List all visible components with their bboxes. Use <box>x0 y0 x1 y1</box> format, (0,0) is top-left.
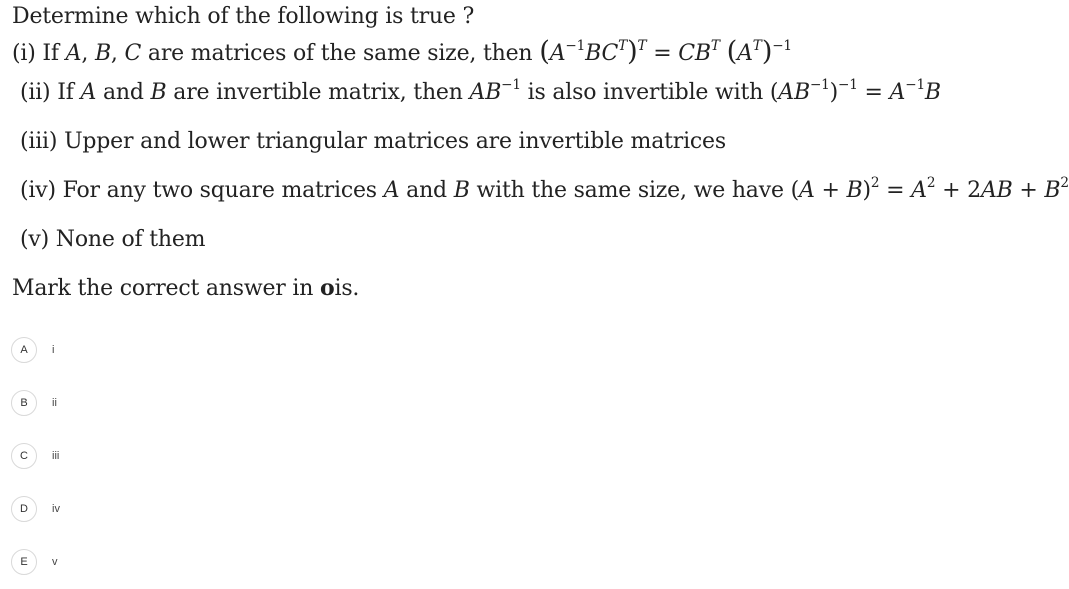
option-letter-badge[interactable]: D <box>11 496 37 522</box>
statement-label: (v) <box>20 227 49 252</box>
option-label[interactable]: ii <box>52 397 57 409</box>
statement-label: (iii) <box>20 129 58 154</box>
statement-v: (v) None of them <box>20 227 206 252</box>
option-letter-badge[interactable]: B <box>11 390 37 416</box>
option-label[interactable]: iv <box>52 503 60 515</box>
statement-iii: (iii) Upper and lower triangular matrices are invertible matrices <box>20 129 726 154</box>
option-a[interactable] <box>11 337 54 363</box>
statement-label: (i) <box>12 41 36 66</box>
option-label[interactable]: i <box>52 344 55 356</box>
statement-label: (iv) <box>20 178 56 203</box>
option-b[interactable] <box>11 390 57 416</box>
formula-iv: $(A + B)^2 = A^2 + 2AB + B^2$ <box>790 174 1069 203</box>
statement-label: (ii) <box>20 80 51 105</box>
option-letter-badge[interactable]: A <box>11 337 37 363</box>
answer-instruction: Mark the correct answer in ois. <box>12 275 360 301</box>
option-e[interactable] <box>11 549 58 575</box>
statement-i: (i) If A, B, C are matrices of the same size, then $(A^{-1}BC^T)^T = CB^T$ $(A^T)^{-1}$ <box>12 35 792 67</box>
question-intro: Determine which of the following is true ? <box>12 4 475 29</box>
option-label[interactable]: v <box>52 556 58 568</box>
option-letter-badge[interactable]: E <box>11 549 37 575</box>
statement-iv: (iv) For any two square matrices A and B with the same size, we have $(A + B)^2 = A^2 + 2AB + B^2$ <box>20 174 1069 203</box>
statement-ii: (ii) If A and B are invertible matrix, then $AB^{-1}$ is also invertible with $(AB^{-1})^{-1} = A^{-1}B$ <box>20 76 941 105</box>
formula-ii-b: $(AB^{-1})^{-1} = A^{-1}B$ <box>769 76 941 105</box>
option-label[interactable]: iii <box>52 450 60 462</box>
formula-ii-a: $AB^{-1}$ <box>469 76 521 105</box>
formula-i: $(A^{-1}BC^T)^T = CB^T$ $(A^T)^{-1}$ <box>539 35 792 67</box>
option-letter-badge[interactable]: C <box>11 443 37 469</box>
option-d[interactable] <box>11 496 60 522</box>
option-c[interactable] <box>11 443 59 469</box>
